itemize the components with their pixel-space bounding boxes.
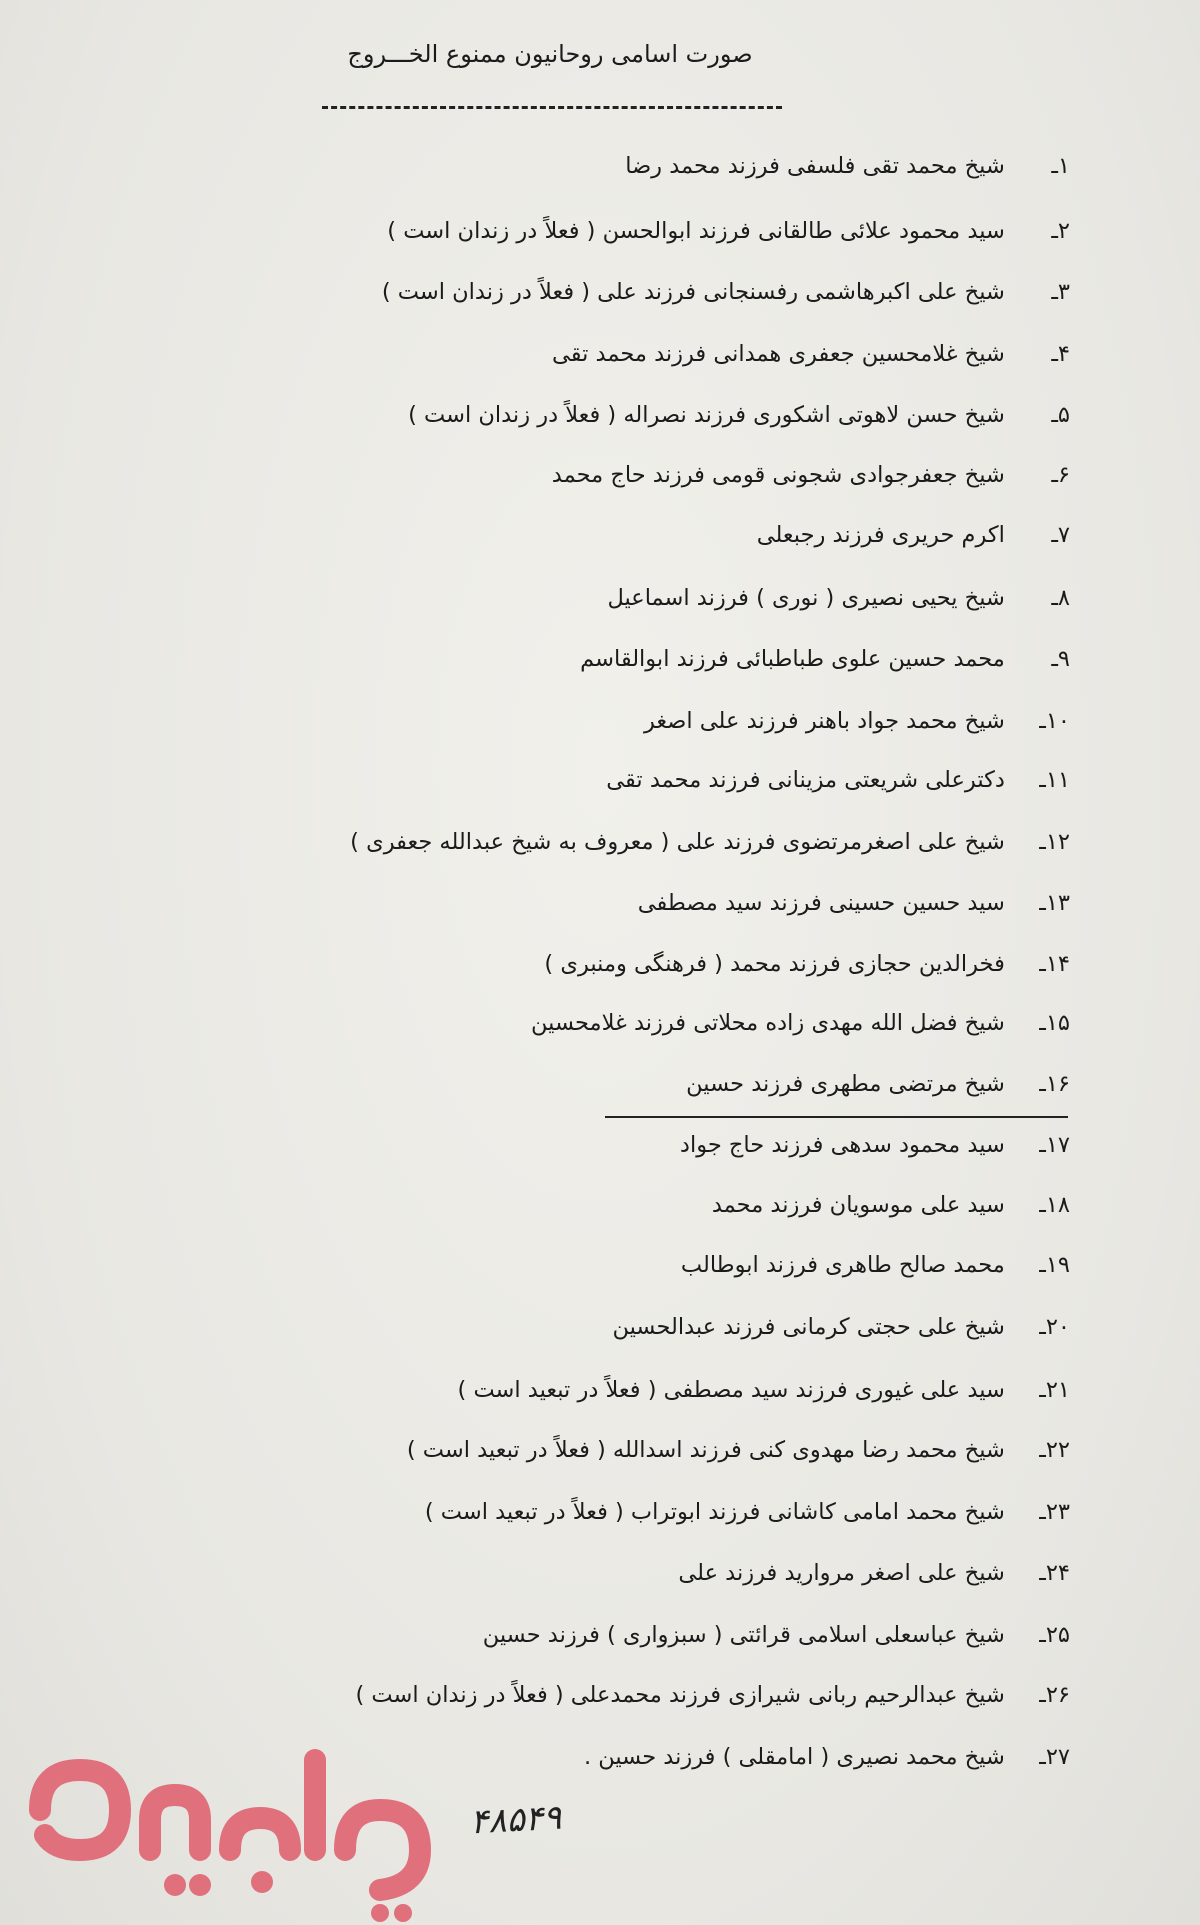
item-number: ۱۹ـ: [1039, 1252, 1070, 1278]
item-number: ۲۵ـ: [1039, 1622, 1070, 1648]
item-text: شیخ علی اصغر مروارید فرزند علی: [678, 1560, 1005, 1586]
list-item: [382, 272, 1070, 312]
item-number: ۴ـ: [1051, 341, 1070, 367]
item-text: شیخ عبدالرحیم ربانی شیرازی فرزند محمدعلی ( فعلاً در زندان است ): [355, 1682, 1005, 1708]
item-text: سید محمود سدهی فرزند حاج جواد: [679, 1132, 1005, 1158]
item-number: ۲ـ: [1051, 218, 1070, 244]
item-text: شیخ حسن لاهوتی اشکوری فرزند نصراله ( فعلاً در زندان است ): [408, 402, 1005, 428]
list-item: [625, 146, 1070, 186]
item-number: ۱۵ـ: [1039, 1010, 1070, 1036]
list-item: [531, 1003, 1070, 1043]
item-text: شیخ مرتضی مطهری فرزند حسین: [686, 1071, 1005, 1097]
list-item: [408, 395, 1070, 435]
item-number: ۱۸ـ: [1039, 1192, 1070, 1218]
list-item: [757, 515, 1070, 555]
list-item: [458, 1370, 1070, 1410]
item-number: ۸ـ: [1051, 585, 1070, 611]
item-number: ۱۲ـ: [1039, 829, 1070, 855]
document-title: صورت اسامی روحانیون ممنوع الخـــروج: [347, 40, 753, 68]
item-text: شیخ محمد تقی فلسفی فرزند محمد رضا: [625, 153, 1005, 179]
list-item: [678, 1553, 1070, 1593]
item-number: ۳ـ: [1051, 279, 1070, 305]
item-text: شیخ محمد نصیری ( امامقلی ) فرزند حسین .: [583, 1744, 1005, 1770]
item-number: ۱ـ: [1051, 153, 1070, 179]
list-item: [425, 1492, 1070, 1532]
title-underline: [322, 106, 782, 109]
item-text: شیخ علی حجتی کرمانی فرزند عبدالحسین: [612, 1314, 1005, 1340]
list-item: [407, 1430, 1070, 1470]
item-number: ۱۱ـ: [1039, 767, 1070, 793]
list-item: [680, 1125, 1070, 1165]
item-number: ۲۱ـ: [1039, 1377, 1070, 1403]
item-number: ۲۷ـ: [1039, 1744, 1070, 1770]
list-item: [712, 1185, 1070, 1225]
item-text: شیخ محمد جواد باهنر فرزند علی اصغر: [644, 708, 1005, 734]
item-number: ۲۰ـ: [1039, 1314, 1070, 1340]
item-text: شیخ علی اصغرمرتضوی فرزند علی ( معروف به شیخ عبدالله جعفری ): [350, 829, 1005, 855]
list-item: [638, 883, 1070, 923]
item-number: ۵ـ: [1051, 402, 1070, 428]
list-item: [483, 1615, 1070, 1655]
item-text: شیخ محمد رضا مهدوی کنی فرزند اسدالله ( فعلاً در تبعید است ): [406, 1437, 1005, 1463]
item-text: محمد حسین علوی طباطبائی فرزند ابوالقاسم: [580, 646, 1005, 672]
item-text: فخرالدین حجازی فرزند محمد ( فرهنگی ومنبری ): [544, 951, 1005, 977]
item-number: ۱۷ـ: [1039, 1132, 1070, 1158]
item-number: ۶ـ: [1051, 462, 1070, 488]
handwritten-number: ۴۸۵۴۹: [469, 1797, 563, 1843]
section-divider: [605, 1116, 1068, 1118]
list-item: [580, 639, 1070, 679]
item-number: ۲۶ـ: [1039, 1682, 1070, 1708]
item-number: ۲۳ـ: [1039, 1499, 1070, 1525]
list-item: [544, 944, 1070, 984]
item-number: ۲۴ـ: [1039, 1560, 1070, 1586]
item-text: شیخ غلامحسین جعفری همدانی فرزند محمد تقی: [551, 341, 1005, 367]
list-item: [607, 578, 1070, 618]
item-text: شیخ محمد امامی کاشانی فرزند ابوتراب ( فعلاً در تبعید است ): [424, 1499, 1005, 1525]
item-text: سید حسین حسینی فرزند سید مصطفی: [637, 890, 1005, 916]
item-text: دکترعلی شریعتی مزینانی فرزند محمد تقی: [606, 767, 1005, 793]
item-number: ۹ـ: [1051, 646, 1070, 672]
item-text: اکرم حریری فرزند رجبعلی: [756, 522, 1005, 548]
list-item: [606, 760, 1070, 800]
item-number: ۱۰ـ: [1039, 708, 1070, 734]
watermark-logo: [0, 1700, 480, 1925]
list-item: [387, 211, 1070, 251]
item-text: محمد صالح طاهری فرزند ابوطالب: [680, 1252, 1005, 1278]
item-text: شیخ عباسعلی اسلامی قرائتی ( سبزواری ) فرزند حسین: [482, 1622, 1005, 1648]
item-text: شیخ فضل الله مهدی زاده محلاتی فرزند غلامحسین: [531, 1010, 1005, 1036]
item-text: سید علی غیوری فرزند سید مصطفی ( فعلاً در تبعید است ): [457, 1377, 1005, 1403]
item-text: سید محمود علائی طالقانی فرزند ابوالحسن ( فعلاً در زندان است ): [387, 218, 1005, 244]
item-text: سید علی موسویان فرزند محمد: [711, 1192, 1005, 1218]
list-item: [613, 1307, 1071, 1347]
list-item: [552, 455, 1070, 495]
item-number: ۱۳ـ: [1039, 890, 1070, 916]
item-text: شیخ جعفرجوادی شجونی قومی فرزند حاج محمد: [551, 462, 1005, 488]
list-item: [681, 1245, 1070, 1285]
item-text: شیخ علی اکبرهاشمی رفسنجانی فرزند علی ( فعلاً در زندان است ): [381, 279, 1005, 305]
list-item: [552, 334, 1070, 374]
item-number: ۲۲ـ: [1039, 1437, 1070, 1463]
item-text: شیخ یحیی نصیری ( نوری ) فرزند اسماعیل: [607, 585, 1005, 611]
list-item: [686, 1064, 1070, 1104]
list-item: [644, 701, 1070, 741]
list-item: [584, 1737, 1070, 1777]
item-number: ۱۴ـ: [1039, 951, 1070, 977]
list-item: [350, 822, 1070, 862]
item-number: ۷ـ: [1051, 522, 1070, 548]
item-number: ۱۶ـ: [1039, 1071, 1070, 1097]
